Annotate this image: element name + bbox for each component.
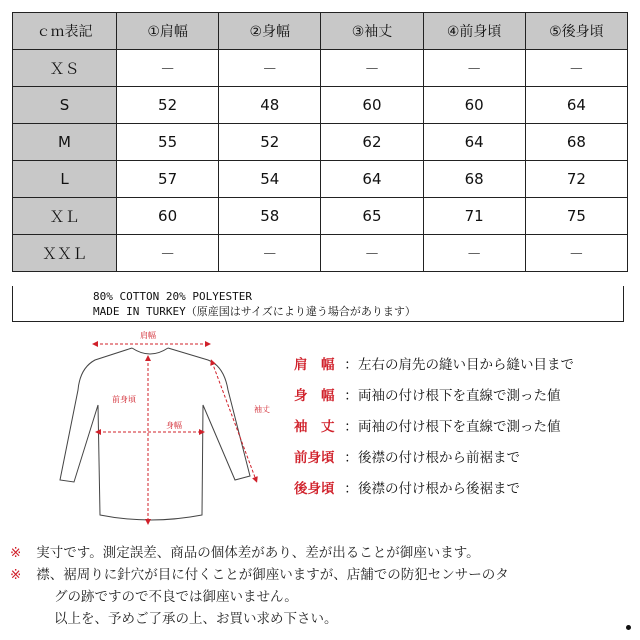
origin-note: MADE IN TURKEY（原産国はサイズにより違う場合があります） <box>93 305 416 318</box>
table-cell: 68 <box>525 124 627 161</box>
table-cell: 60 <box>423 87 525 124</box>
table-cell: － <box>321 50 423 87</box>
shirt-diagram <box>40 330 290 535</box>
note-mark: ※ <box>10 567 22 583</box>
note-line: グの跡ですので不良では御座いません。 <box>54 589 298 605</box>
table-cell: － <box>525 235 627 272</box>
table-cell: 54 <box>219 161 321 198</box>
sleeve-measure-line <box>212 362 256 480</box>
table-cell: 68 <box>423 161 525 198</box>
legend-item <box>294 409 574 440</box>
legend-term: 前身頃 <box>294 449 335 466</box>
table-cell: 64 <box>525 87 627 124</box>
measurement-legend <box>294 347 574 502</box>
legend-colon: ： <box>344 356 358 373</box>
note-mark: ※ <box>10 545 22 561</box>
table-row <box>13 50 628 87</box>
disclaimer-notes <box>10 542 509 630</box>
table-header-row <box>13 13 628 50</box>
legend-desc: 両袖の付け根下を直線で測った値 <box>358 387 561 404</box>
header-front-length: ④前身頃 <box>423 13 525 50</box>
table-cell: － <box>525 50 627 87</box>
table-cell: 58 <box>219 198 321 235</box>
header-unit: ｃｍ表記 <box>13 13 117 50</box>
table-cell: － <box>423 50 525 87</box>
table-row <box>13 87 628 124</box>
table-cell: 71 <box>423 198 525 235</box>
shirt-outline <box>60 348 250 520</box>
table-cell: － <box>219 235 321 272</box>
table-cell: 48 <box>219 87 321 124</box>
table-cell: － <box>321 235 423 272</box>
legend-term: 袖 丈 <box>294 418 335 435</box>
legend-item <box>294 347 574 378</box>
size-label: S <box>13 87 117 124</box>
table-row <box>13 161 628 198</box>
table-cell: 72 <box>525 161 627 198</box>
front-length-label: 前身頃 <box>112 395 136 404</box>
sleeve-label: 袖丈 <box>254 405 270 414</box>
legend-term: 後身頃 <box>294 480 335 497</box>
material-composition: 80% COTTON 20% POLYESTER <box>93 290 252 303</box>
table-cell: 60 <box>117 198 219 235</box>
header-body-width: ②身幅 <box>219 13 321 50</box>
table-row <box>13 124 628 161</box>
table-cell: 57 <box>117 161 219 198</box>
table-row <box>13 235 628 272</box>
shoulder-label: 肩幅 <box>140 331 156 340</box>
legend-desc: 後襟の付け根から前裾まで <box>358 449 520 466</box>
header-back-length: ⑤後身頃 <box>525 13 627 50</box>
material-note <box>12 286 624 322</box>
note-text: 襟、裾周りに針穴が目に付くことが御座いますが、店舗での防犯センサーのタ <box>36 567 509 583</box>
note-line: 以上を、予めご了承の上、お買い求め下さい。 <box>54 611 338 627</box>
size-label: ＸＸＬ <box>13 235 117 272</box>
table-cell: － <box>117 50 219 87</box>
body-width-label: 身幅 <box>166 421 182 430</box>
legend-term: 身 幅 <box>294 387 335 404</box>
header-shoulder: ①肩幅 <box>117 13 219 50</box>
table-cell: 60 <box>321 87 423 124</box>
table-cell: － <box>117 235 219 272</box>
table-cell: 52 <box>117 87 219 124</box>
legend-colon: ： <box>344 418 358 435</box>
note-text: 実寸です。測定誤差、商品の個体差があり、差が出ることが御座います。 <box>36 545 480 561</box>
table-cell: 64 <box>423 124 525 161</box>
legend-desc: 両袖の付け根下を直線で測った値 <box>358 418 561 435</box>
table-row <box>13 198 628 235</box>
size-label: L <box>13 161 117 198</box>
decorative-dot <box>626 625 631 630</box>
legend-item <box>294 471 574 502</box>
size-table <box>12 12 628 272</box>
table-cell: 64 <box>321 161 423 198</box>
legend-colon: ： <box>344 387 358 404</box>
table-cell: － <box>423 235 525 272</box>
table-cell: 75 <box>525 198 627 235</box>
legend-desc: 左右の肩先の縫い目から縫い目まで <box>358 356 574 373</box>
table-cell: 65 <box>321 198 423 235</box>
table-cell: 62 <box>321 124 423 161</box>
note-line <box>10 542 509 564</box>
legend-desc: 後襟の付け根から後裾まで <box>358 480 520 497</box>
legend-item <box>294 440 574 471</box>
header-sleeve: ③袖丈 <box>321 13 423 50</box>
size-label: ＸＳ <box>13 50 117 87</box>
table-cell: 52 <box>219 124 321 161</box>
legend-item <box>294 378 574 409</box>
legend-colon: ： <box>344 480 358 497</box>
note-line <box>10 564 509 586</box>
size-label: M <box>13 124 117 161</box>
legend-term: 肩 幅 <box>294 356 335 373</box>
legend-colon: ： <box>344 449 358 466</box>
table-cell: 55 <box>117 124 219 161</box>
size-label: ＸＬ <box>13 198 117 235</box>
table-cell: － <box>219 50 321 87</box>
